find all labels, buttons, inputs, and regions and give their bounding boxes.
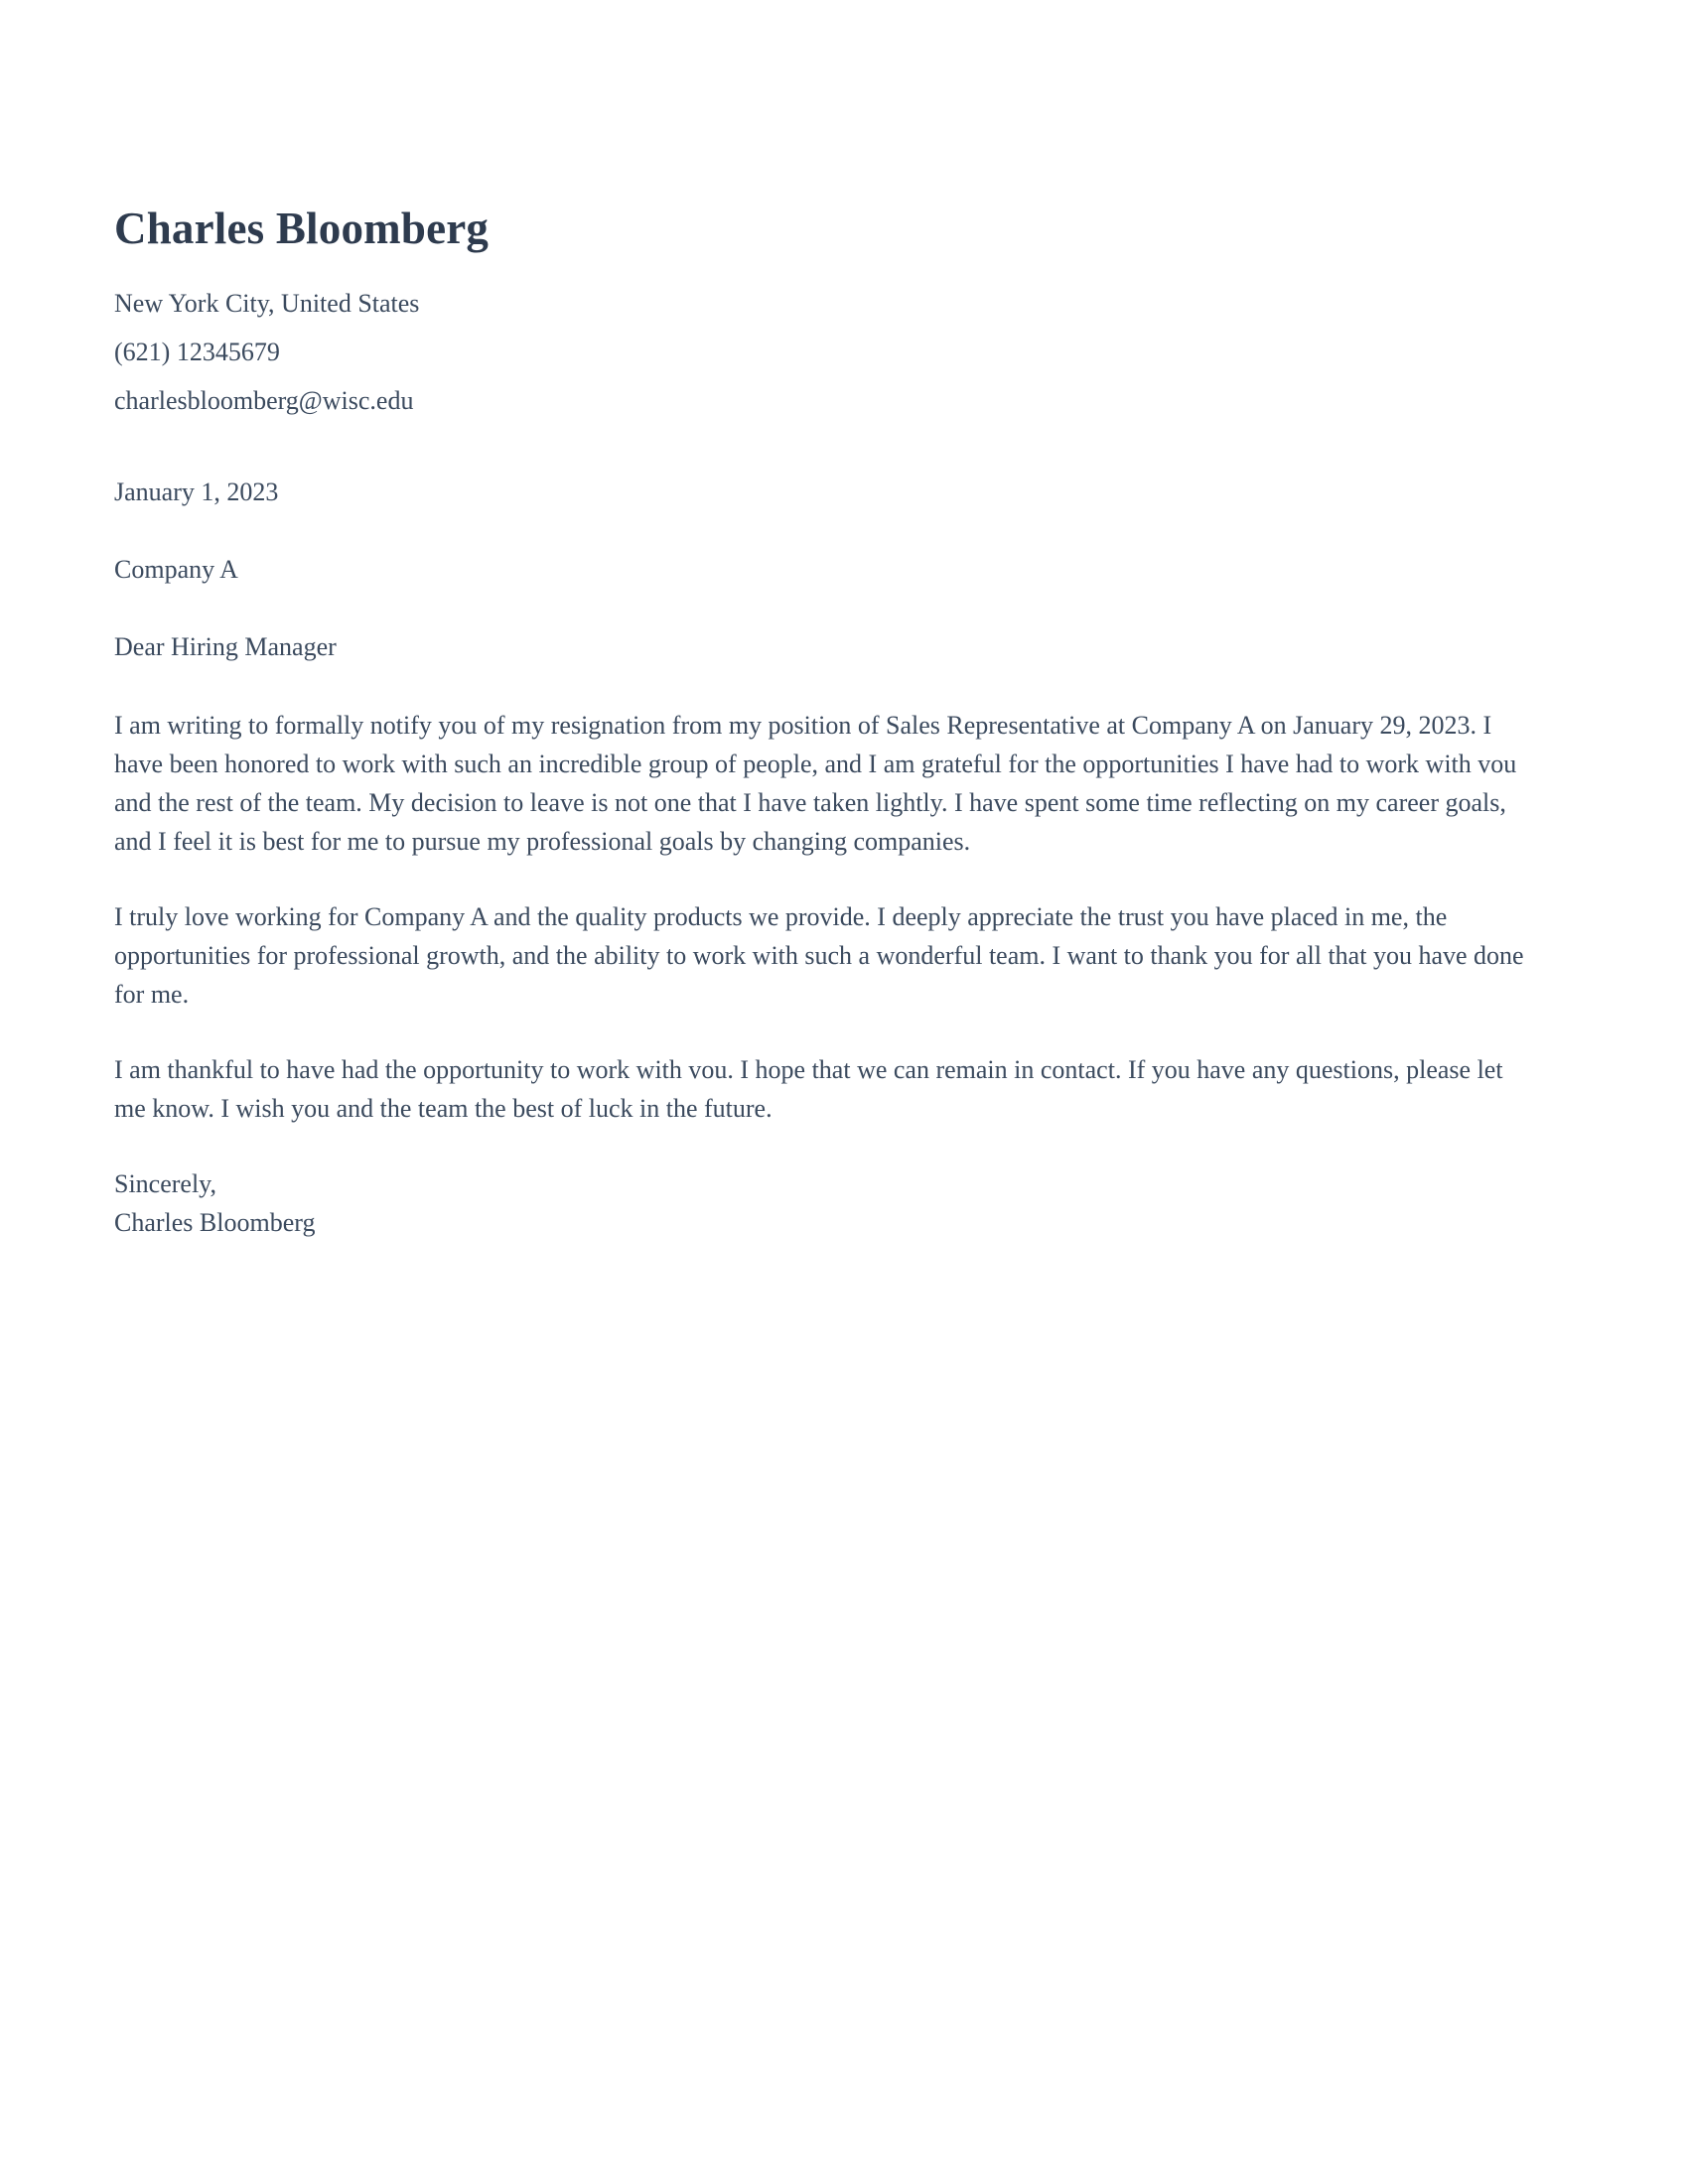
salutation: Dear Hiring Manager (114, 632, 337, 662)
body-paragraph-1: I am writing to formally notify you of my resignation from my position of Sales Representative at Company A on January 29, 2023. I have been honored to work with such an incredible group of people, and I am grateful for the opportunities I have had to work with vou and the rest of the team. My decision to leave is not one that I have taken lightly. I have spent some time reflecting on my career goals, and I feel it is best for me to pursue my professional goals by changing companies. (114, 711, 1517, 857)
valediction: Sincerely, (114, 1169, 216, 1199)
letter-date: January 1, 2023 (114, 478, 279, 507)
contact-block (114, 285, 1539, 420)
paragraph-gap-3 (114, 1128, 1539, 1164)
spacer-after-contact (114, 431, 1539, 474)
paragraph-gap-2 (114, 1014, 1539, 1050)
signature-name: Charles Bloomberg (114, 1208, 316, 1238)
letter-content (114, 204, 1539, 1242)
spacer-after-salutation (114, 666, 1539, 706)
spacer-after-date (114, 511, 1539, 551)
contact-address: New York City, United States (114, 289, 420, 319)
paragraph-gap-1 (114, 861, 1539, 897)
body-paragraph-3: I am thankful to have had the opportunity to work with vou. I hope that we can remain in contact. If you have any questions, please let me know. I wish you and the team the best of luck in the future. (114, 1055, 1503, 1124)
recipient-company: Company A (114, 555, 238, 585)
sender-name: Charles Bloomberg (114, 204, 490, 253)
contact-email: charlesbloomberg@wisc.edu (114, 386, 414, 416)
contact-phone: (621) 12345679 (114, 338, 280, 367)
body-paragraph-2: I truly love working for Company A and the quality products we provide. I deeply appreciate the trust you have placed in me, the opportunities for professional growth, and the ability to work with such a wonderful team. I want to thank you for all that you have done for me. (114, 902, 1524, 1010)
spacer-after-company (114, 589, 1539, 628)
